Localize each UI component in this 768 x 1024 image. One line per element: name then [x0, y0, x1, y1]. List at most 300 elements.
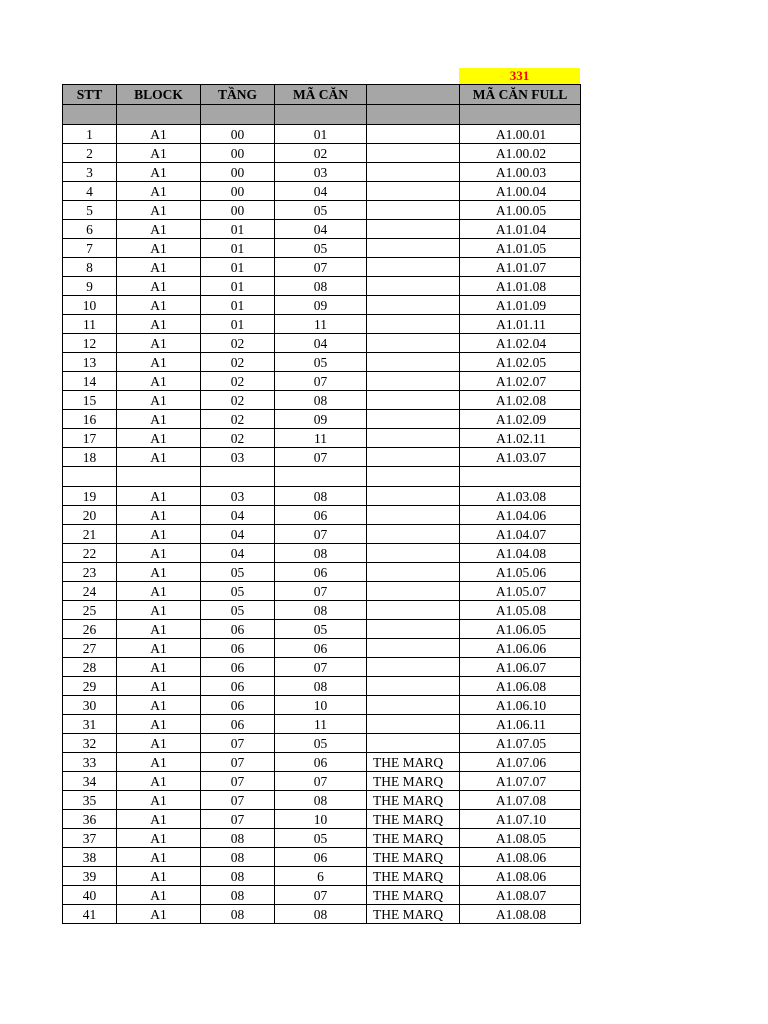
header-row [63, 85, 581, 105]
cell-ma-can-full[interactable]: A1.00.01 [460, 125, 581, 144]
cell-tang[interactable]: 01 [201, 277, 275, 296]
cell-block[interactable]: A1 [117, 829, 201, 848]
cell-ma-can-full[interactable]: A1.01.05 [460, 239, 581, 258]
cell-note[interactable] [367, 448, 460, 467]
cell-block[interactable]: A1 [117, 391, 201, 410]
cell-ma-can[interactable]: 08 [275, 544, 367, 563]
cell-stt[interactable]: 33 [63, 753, 117, 772]
cell-ma-can[interactable]: 07 [275, 582, 367, 601]
cell-ma-can[interactable]: 04 [275, 334, 367, 353]
cell-ma-can[interactable]: 04 [275, 220, 367, 239]
cell-tang[interactable]: 06 [201, 696, 275, 715]
table-row [63, 639, 581, 658]
cell-block[interactable]: A1 [117, 448, 201, 467]
cell-block[interactable]: A1 [117, 658, 201, 677]
cell-ma-can[interactable]: 11 [275, 429, 367, 448]
cell[interactable] [275, 105, 367, 125]
cell-stt[interactable]: 4 [63, 182, 117, 201]
cell-ma-can-full[interactable]: A1.01.07 [460, 258, 581, 277]
cell-ma-can[interactable]: 08 [275, 277, 367, 296]
cell-stt[interactable]: 35 [63, 791, 117, 810]
cell-ma-can[interactable]: 11 [275, 315, 367, 334]
cell-ma-can[interactable]: 08 [275, 905, 367, 924]
cell-note[interactable] [367, 410, 460, 429]
cell-ma-can-full[interactable]: A1.08.08 [460, 905, 581, 924]
cell-tang[interactable]: 08 [201, 829, 275, 848]
cell-stt[interactable]: 5 [63, 201, 117, 220]
cell-ma-can-full[interactable]: A1.00.03 [460, 163, 581, 182]
cell-note[interactable] [367, 277, 460, 296]
cell-block[interactable]: A1 [117, 125, 201, 144]
cell-block[interactable]: A1 [117, 905, 201, 924]
cell-note[interactable] [367, 677, 460, 696]
cell-tang[interactable]: 00 [201, 144, 275, 163]
cell-stt[interactable]: 32 [63, 734, 117, 753]
cell[interactable] [117, 105, 201, 125]
cell-ma-can[interactable]: 07 [275, 448, 367, 467]
cell-ma-can[interactable]: 08 [275, 791, 367, 810]
cell-block[interactable]: A1 [117, 696, 201, 715]
table-row [63, 296, 581, 315]
cell-stt[interactable]: 13 [63, 353, 117, 372]
cell-stt[interactable]: 25 [63, 601, 117, 620]
cell[interactable] [367, 105, 460, 125]
blank-row [63, 467, 581, 487]
cell-ma-can-full[interactable]: A1.01.11 [460, 315, 581, 334]
cell-note[interactable] [367, 563, 460, 582]
cell-ma-can[interactable]: 05 [275, 829, 367, 848]
cell-block[interactable]: A1 [117, 791, 201, 810]
cell-block[interactable]: A1 [117, 201, 201, 220]
cell-tang[interactable]: 06 [201, 715, 275, 734]
cell-block[interactable]: A1 [117, 677, 201, 696]
cell-tang[interactable]: 07 [201, 810, 275, 829]
cell-stt[interactable]: 11 [63, 315, 117, 334]
cell-block[interactable]: A1 [117, 506, 201, 525]
table-row [63, 601, 581, 620]
cell-ma-can-full[interactable]: A1.06.06 [460, 639, 581, 658]
cell-ma-can[interactable]: 02 [275, 144, 367, 163]
cell-block[interactable]: A1 [117, 544, 201, 563]
cell-ma-can[interactable]: 08 [275, 391, 367, 410]
cell-ma-can[interactable]: 08 [275, 677, 367, 696]
cell-stt[interactable]: 16 [63, 410, 117, 429]
cell-note[interactable] [367, 372, 460, 391]
cell-ma-can-full[interactable]: A1.06.11 [460, 715, 581, 734]
cell-ma-can-full[interactable]: A1.06.08 [460, 677, 581, 696]
table-row [63, 353, 581, 372]
cell-note[interactable]: THE MARQ [367, 772, 460, 791]
header-tang[interactable]: TẦNG [201, 85, 275, 105]
cell-stt[interactable]: 9 [63, 277, 117, 296]
cell-note[interactable] [367, 506, 460, 525]
cell-block[interactable]: A1 [117, 886, 201, 905]
cell-tang[interactable]: 03 [201, 448, 275, 467]
cell-ma-can-full[interactable]: A1.08.05 [460, 829, 581, 848]
cell-stt[interactable]: 28 [63, 658, 117, 677]
cell-block[interactable]: A1 [117, 163, 201, 182]
cell-block[interactable]: A1 [117, 372, 201, 391]
cell-ma-can[interactable]: 07 [275, 372, 367, 391]
cell-stt[interactable]: 21 [63, 525, 117, 544]
cell-ma-can-full[interactable]: A1.07.08 [460, 791, 581, 810]
table-row [63, 848, 581, 867]
cell-ma-can-full[interactable]: A1.03.07 [460, 448, 581, 467]
cell-ma-can[interactable]: 05 [275, 353, 367, 372]
cell-tang[interactable]: 07 [201, 734, 275, 753]
cell-ma-can-full[interactable]: A1.05.07 [460, 582, 581, 601]
cell-stt[interactable]: 36 [63, 810, 117, 829]
table-row [63, 905, 581, 924]
cell-tang[interactable]: 08 [201, 848, 275, 867]
cell-note[interactable]: THE MARQ [367, 829, 460, 848]
cell-tang[interactable]: 07 [201, 753, 275, 772]
cell-ma-can-full[interactable]: A1.02.09 [460, 410, 581, 429]
cell-tang[interactable]: 04 [201, 525, 275, 544]
header-block[interactable]: BLOCK [117, 85, 201, 105]
table-row [63, 258, 581, 277]
cell-ma-can[interactable]: 10 [275, 696, 367, 715]
table-row [63, 734, 581, 753]
cell-ma-can-full[interactable]: A1.00.04 [460, 182, 581, 201]
cell-tang[interactable]: 07 [201, 791, 275, 810]
cell-note[interactable] [367, 201, 460, 220]
cell[interactable] [117, 467, 201, 487]
cell[interactable] [275, 467, 367, 487]
cell-stt[interactable]: 17 [63, 429, 117, 448]
table-row [63, 506, 581, 525]
cell-ma-can-full[interactable]: A1.02.07 [460, 372, 581, 391]
cell-stt[interactable]: 18 [63, 448, 117, 467]
cell-ma-can-full[interactable]: A1.04.06 [460, 506, 581, 525]
cell-ma-can[interactable]: 01 [275, 125, 367, 144]
cell-ma-can[interactable]: 07 [275, 258, 367, 277]
table-row [63, 163, 581, 182]
cell-note[interactable] [367, 391, 460, 410]
cell-note[interactable]: THE MARQ [367, 848, 460, 867]
cell-block[interactable]: A1 [117, 353, 201, 372]
cell-block[interactable]: A1 [117, 620, 201, 639]
cell-tang[interactable]: 01 [201, 296, 275, 315]
table-row [63, 410, 581, 429]
cell-ma-can-full[interactable]: A1.03.08 [460, 487, 581, 506]
cell-tang[interactable]: 05 [201, 563, 275, 582]
cell-note[interactable] [367, 734, 460, 753]
cell-note[interactable] [367, 696, 460, 715]
cell-stt[interactable]: 1 [63, 125, 117, 144]
cell-stt[interactable]: 29 [63, 677, 117, 696]
cell-tang[interactable]: 05 [201, 601, 275, 620]
cell-note[interactable] [367, 163, 460, 182]
cell-ma-can-full[interactable]: A1.07.07 [460, 772, 581, 791]
cell-tang[interactable]: 01 [201, 315, 275, 334]
cell-tang[interactable]: 04 [201, 544, 275, 563]
cell-note[interactable] [367, 334, 460, 353]
table-row [63, 696, 581, 715]
cell-note[interactable]: THE MARQ [367, 905, 460, 924]
cell-note[interactable] [367, 182, 460, 201]
cell-tang[interactable]: 02 [201, 391, 275, 410]
cell-tang[interactable]: 02 [201, 372, 275, 391]
cell-ma-can[interactable]: 05 [275, 620, 367, 639]
cell[interactable] [201, 467, 275, 487]
cell[interactable] [460, 467, 581, 487]
cell-note[interactable] [367, 220, 460, 239]
cell-note[interactable]: THE MARQ [367, 753, 460, 772]
cell-block[interactable]: A1 [117, 848, 201, 867]
cell-ma-can[interactable]: 06 [275, 753, 367, 772]
cell-stt[interactable]: 22 [63, 544, 117, 563]
cell-ma-can[interactable]: 06 [275, 563, 367, 582]
cell-stt[interactable]: 7 [63, 239, 117, 258]
cell-block[interactable]: A1 [117, 239, 201, 258]
cell-note[interactable] [367, 239, 460, 258]
cell-note[interactable] [367, 258, 460, 277]
cell-tang[interactable]: 00 [201, 201, 275, 220]
table-row [63, 829, 581, 848]
cell-tang[interactable]: 01 [201, 220, 275, 239]
cell-tang[interactable]: 02 [201, 353, 275, 372]
table-row [63, 448, 581, 467]
cell-stt[interactable]: 12 [63, 334, 117, 353]
cell-note[interactable]: THE MARQ [367, 867, 460, 886]
cell-note[interactable] [367, 296, 460, 315]
cell-tang[interactable]: 06 [201, 677, 275, 696]
cell-note[interactable] [367, 144, 460, 163]
cell-note[interactable] [367, 715, 460, 734]
cell-note[interactable] [367, 639, 460, 658]
cell-ma-can-full[interactable]: A1.00.05 [460, 201, 581, 220]
table-row [63, 429, 581, 448]
cell[interactable] [63, 105, 117, 125]
cell-ma-can-full[interactable]: A1.07.05 [460, 734, 581, 753]
cell-block[interactable]: A1 [117, 753, 201, 772]
cell-ma-can[interactable]: 08 [275, 601, 367, 620]
cell-ma-can-full[interactable]: A1.01.08 [460, 277, 581, 296]
cell-block[interactable]: A1 [117, 258, 201, 277]
header-note[interactable] [367, 85, 460, 105]
cell[interactable] [201, 105, 275, 125]
cell-note[interactable] [367, 487, 460, 506]
table-row [63, 182, 581, 201]
cell-stt[interactable]: 37 [63, 829, 117, 848]
cell-block[interactable]: A1 [117, 639, 201, 658]
cell-tang[interactable]: 03 [201, 487, 275, 506]
cell-block[interactable]: A1 [117, 410, 201, 429]
table-row [63, 315, 581, 334]
cell-tang[interactable]: 02 [201, 410, 275, 429]
cell-ma-can-full[interactable]: A1.05.06 [460, 563, 581, 582]
cell-ma-can[interactable]: 06 [275, 848, 367, 867]
cell-stt[interactable]: 39 [63, 867, 117, 886]
cell-note[interactable] [367, 620, 460, 639]
cell-ma-can-full[interactable]: A1.04.07 [460, 525, 581, 544]
cell-stt[interactable]: 26 [63, 620, 117, 639]
cell-note[interactable] [367, 525, 460, 544]
cell-stt[interactable]: 24 [63, 582, 117, 601]
cell-ma-can[interactable]: 05 [275, 201, 367, 220]
cell-tang[interactable]: 08 [201, 867, 275, 886]
cell-block[interactable]: A1 [117, 810, 201, 829]
cell-tang[interactable]: 00 [201, 163, 275, 182]
cell-note[interactable] [367, 353, 460, 372]
cell-block[interactable]: A1 [117, 582, 201, 601]
cell-tang[interactable]: 01 [201, 258, 275, 277]
header-stt[interactable]: STT [63, 85, 117, 105]
cell-block[interactable]: A1 [117, 715, 201, 734]
cell-stt[interactable]: 6 [63, 220, 117, 239]
cell[interactable] [460, 105, 581, 125]
cell-note[interactable] [367, 582, 460, 601]
cell-ma-can-full[interactable]: A1.04.08 [460, 544, 581, 563]
table-row [63, 201, 581, 220]
cell-tang[interactable]: 02 [201, 429, 275, 448]
cell-stt[interactable]: 23 [63, 563, 117, 582]
cell-block[interactable]: A1 [117, 296, 201, 315]
header-ma-can[interactable]: MÃ CĂN [275, 85, 367, 105]
cell-tang[interactable]: 01 [201, 239, 275, 258]
cell-ma-can[interactable]: 07 [275, 772, 367, 791]
cell-ma-can[interactable]: 05 [275, 239, 367, 258]
cell-tang[interactable]: 08 [201, 886, 275, 905]
header-ma-can-full[interactable]: MÃ CĂN FULL [460, 85, 581, 105]
cell-tang[interactable]: 06 [201, 639, 275, 658]
cell-ma-can[interactable]: 07 [275, 525, 367, 544]
cell-tang[interactable]: 00 [201, 182, 275, 201]
cell-stt[interactable]: 2 [63, 144, 117, 163]
table-row [63, 620, 581, 639]
cell-tang[interactable]: 05 [201, 582, 275, 601]
cell-ma-can[interactable]: 09 [275, 296, 367, 315]
cell-ma-can-full[interactable]: A1.06.07 [460, 658, 581, 677]
cell-note[interactable] [367, 315, 460, 334]
cell-note[interactable]: THE MARQ [367, 791, 460, 810]
cell-note[interactable] [367, 601, 460, 620]
table-row [63, 810, 581, 829]
cell-ma-can[interactable]: 08 [275, 487, 367, 506]
cell-ma-can[interactable]: 06 [275, 639, 367, 658]
cell-ma-can-full[interactable]: A1.06.05 [460, 620, 581, 639]
cell-tang[interactable]: 07 [201, 772, 275, 791]
table-row [63, 677, 581, 696]
table-row [63, 334, 581, 353]
cell-ma-can[interactable]: 07 [275, 658, 367, 677]
cell-ma-can[interactable]: 03 [275, 163, 367, 182]
cell-stt[interactable]: 3 [63, 163, 117, 182]
cell-stt[interactable]: 31 [63, 715, 117, 734]
cell-ma-can-full[interactable]: A1.07.10 [460, 810, 581, 829]
cell-block[interactable]: A1 [117, 525, 201, 544]
cell-note[interactable] [367, 544, 460, 563]
cell-ma-can-full[interactable]: A1.02.04 [460, 334, 581, 353]
cell-note[interactable] [367, 429, 460, 448]
table-row [63, 144, 581, 163]
cell-ma-can[interactable]: 10 [275, 810, 367, 829]
cell-block[interactable]: A1 [117, 601, 201, 620]
cell-block[interactable]: A1 [117, 867, 201, 886]
cell-stt[interactable]: 30 [63, 696, 117, 715]
cell[interactable] [367, 467, 460, 487]
cell-ma-can[interactable]: 11 [275, 715, 367, 734]
cell-ma-can-full[interactable]: A1.00.02 [460, 144, 581, 163]
cell-block[interactable]: A1 [117, 734, 201, 753]
cell-ma-can[interactable]: 06 [275, 506, 367, 525]
table-row [63, 658, 581, 677]
table-row [63, 277, 581, 296]
apartment-table [62, 84, 581, 924]
header-filler-row [63, 105, 581, 125]
cell-ma-can-full[interactable]: A1.02.05 [460, 353, 581, 372]
cell-tang[interactable]: 06 [201, 620, 275, 639]
cell-ma-can[interactable]: 04 [275, 182, 367, 201]
cell-ma-can-full[interactable]: A1.06.10 [460, 696, 581, 715]
cell-block[interactable]: A1 [117, 144, 201, 163]
table-row [63, 715, 581, 734]
cell-block[interactable]: A1 [117, 487, 201, 506]
cell-stt[interactable]: 10 [63, 296, 117, 315]
table-row [63, 867, 581, 886]
cell-tang[interactable]: 06 [201, 658, 275, 677]
cell-tang[interactable]: 02 [201, 334, 275, 353]
cell-ma-can[interactable]: 07 [275, 886, 367, 905]
cell-ma-can-full[interactable]: A1.01.09 [460, 296, 581, 315]
cell-ma-can-full[interactable]: A1.02.11 [460, 429, 581, 448]
cell-ma-can-full[interactable]: A1.08.07 [460, 886, 581, 905]
total-count-cell[interactable]: 331 [459, 68, 580, 84]
cell-stt[interactable]: 15 [63, 391, 117, 410]
cell-stt[interactable]: 20 [63, 506, 117, 525]
cell-ma-can-full[interactable]: A1.01.04 [460, 220, 581, 239]
cell-ma-can-full[interactable]: A1.02.08 [460, 391, 581, 410]
cell-ma-can[interactable]: 09 [275, 410, 367, 429]
cell-stt[interactable]: 41 [63, 905, 117, 924]
cell-block[interactable]: A1 [117, 772, 201, 791]
cell-block[interactable]: A1 [117, 429, 201, 448]
cell-note[interactable]: THE MARQ [367, 886, 460, 905]
cell-note[interactable]: THE MARQ [367, 810, 460, 829]
table-row [63, 487, 581, 506]
cell-block[interactable]: A1 [117, 334, 201, 353]
cell-ma-can-full[interactable]: A1.08.06 [460, 848, 581, 867]
table-row [63, 125, 581, 144]
cell-ma-can[interactable]: 05 [275, 734, 367, 753]
cell[interactable] [63, 467, 117, 487]
cell-ma-can-full[interactable]: A1.08.06 [460, 867, 581, 886]
cell-stt[interactable]: 14 [63, 372, 117, 391]
cell-stt[interactable]: 27 [63, 639, 117, 658]
cell-note[interactable] [367, 125, 460, 144]
cell-block[interactable]: A1 [117, 315, 201, 334]
cell-stt[interactable]: 8 [63, 258, 117, 277]
cell-tang[interactable]: 00 [201, 125, 275, 144]
cell-block[interactable]: A1 [117, 563, 201, 582]
cell-ma-can-full[interactable]: A1.05.08 [460, 601, 581, 620]
cell-stt[interactable]: 34 [63, 772, 117, 791]
cell-block[interactable]: A1 [117, 220, 201, 239]
cell-ma-can[interactable]: 6 [275, 867, 367, 886]
cell-stt[interactable]: 38 [63, 848, 117, 867]
cell-block[interactable]: A1 [117, 182, 201, 201]
cell-block[interactable]: A1 [117, 277, 201, 296]
cell-tang[interactable]: 08 [201, 905, 275, 924]
cell-stt[interactable]: 40 [63, 886, 117, 905]
table-row [63, 791, 581, 810]
table-row [63, 372, 581, 391]
cell-stt[interactable]: 19 [63, 487, 117, 506]
cell-tang[interactable]: 04 [201, 506, 275, 525]
cell-ma-can-full[interactable]: A1.07.06 [460, 753, 581, 772]
cell-note[interactable] [367, 658, 460, 677]
